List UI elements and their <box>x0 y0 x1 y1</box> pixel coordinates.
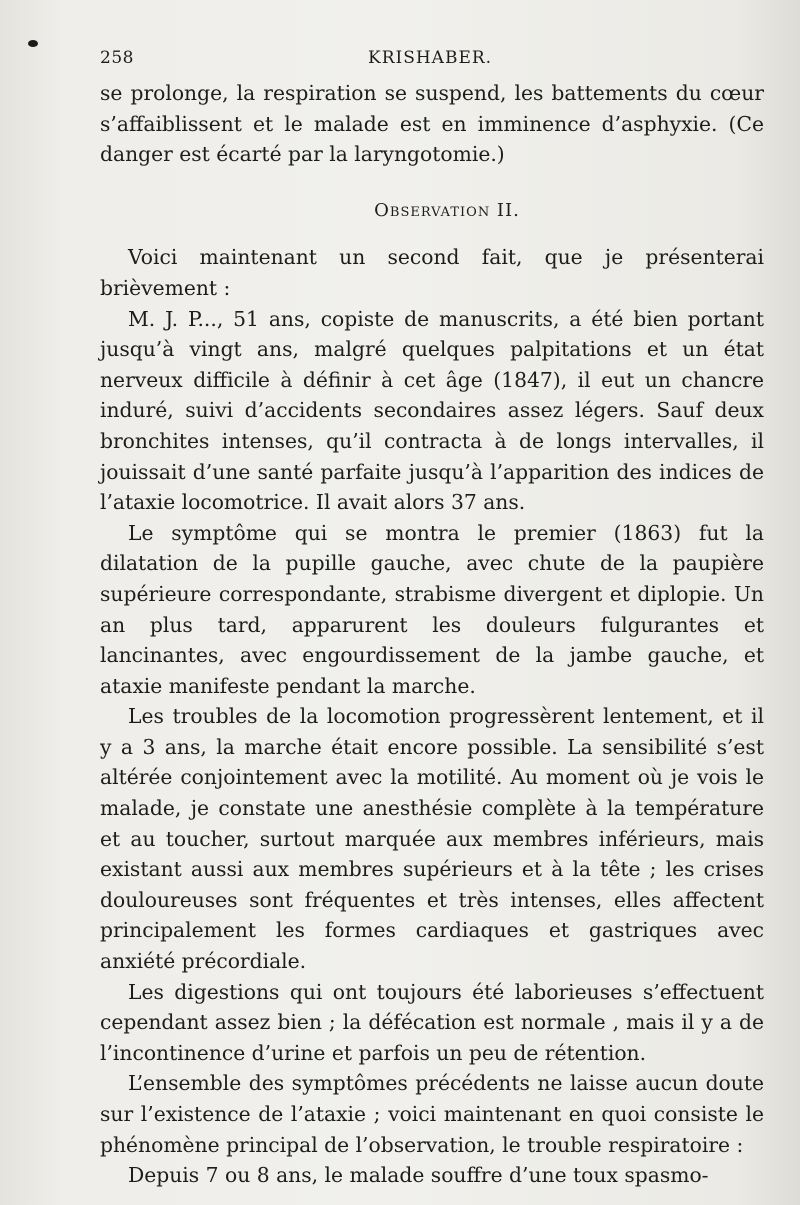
paragraph-4: Le symptôme qui se montra le premier (1863) fut la dilatation de la pupille gauche, avec chute de la paupière supérieure correspondante, strabisme divergent et diplopie. Un an plus tard, apparurent les douleurs fulgurantes et lancinantes, avec engourdissement de la jambe gauche, et ataxie manifeste pendant la marche. <box>100 520 764 698</box>
paragraph-3: M. J. P..., 51 ans, copiste de manuscrits, a été bien portant jusqu’à vingt ans, malgré quelques palpitations et un état nerveux difficile à définir à cet âge (1847), il eut un chancre induré, suivi d’accidents secondaires assez légers. Sauf deux bronchites intenses, qu’il contracta à de longs intervalles, il jouissait d’une santé parfaite jusqu’à l’apparition des indices de l’ataxie locomotrice. Il avait alors 37 ans. <box>100 306 764 515</box>
page-number: 258 <box>100 48 134 68</box>
paragraph-5: Les troubles de la locomotion progressèrent lentement, et il y a 3 ans, la marche était encore possible. La sensibilité s’est altérée conjointement avec la motilité. Au moment où je vois le malade, je constate une anesthésie complète à la température et au toucher, surtout marquée aux membres inférieurs, mais existant aussi aux membres supérieurs et à la tête ; les crises douloureuses sont fréquentes et très intenses, elles affectent principalement les formes cardiaques et gastriques avec anxiété précordiale. <box>100 704 764 974</box>
paragraph-7: L’ensemble des symptômes précédents ne laisse aucun doute sur l’existence de l’ataxie ; voici maintenant en quoi consiste le phénomène principal de l’observation, le trouble respiratoire : <box>100 1071 764 1157</box>
paragraph-1: se prolonge, la respiration se suspend, les battements du cœur s’affaiblissent et le malade est en imminence d’asphyxie. (Ce danger est écarté par la laryngotomie.) <box>100 81 764 167</box>
paragraph-6: Les digestions qui ont toujours été laborieuses s’effectuent cependant assez bien ; la défécation est normale , mais il y a de l’incontinence d’urine et parfois un peu de rétention. <box>100 979 764 1065</box>
running-title: KRISHABER. <box>368 48 493 68</box>
paragraph-2: Voici maintenant un second fait, que je présenterai brièvement : <box>100 245 764 300</box>
ink-spot <box>28 40 38 47</box>
body-text <box>100 78 764 1191</box>
paragraph-8: Depuis 7 ou 8 ans, le malade souffre d’une toux spasmo- <box>128 1163 709 1188</box>
page-header <box>100 48 760 72</box>
observation-heading: Observation II. <box>374 199 520 221</box>
